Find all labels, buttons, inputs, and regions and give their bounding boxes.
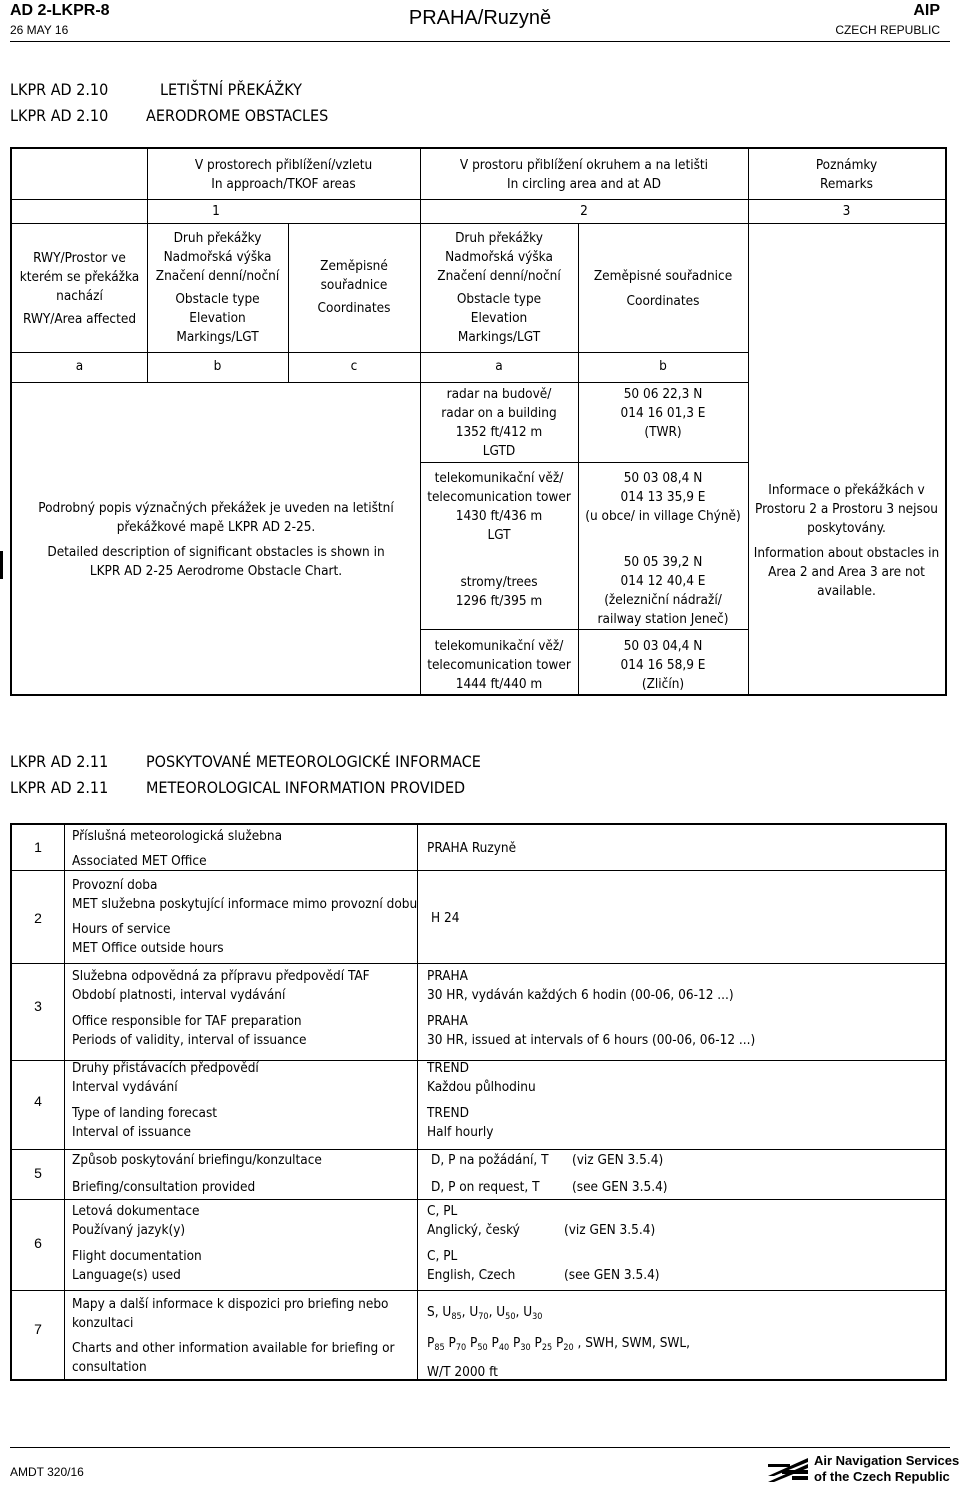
section-heading: AERODROME OBSTACLES: [146, 106, 329, 125]
section-heading: POSKYTOVANÉ METEOROLOGICKÉ INFORMACE: [146, 752, 481, 771]
met-row-label: Služebna odpovědná za přípravu předpovědí TAF Období platnosti, interval vydávání Office responsible for TAF preparation Periods of validity, interval of issuance: [72, 968, 370, 1048]
ans-logo-icon: [768, 1454, 808, 1484]
row-number: 5: [34, 1165, 42, 1181]
section-title-cz: [10, 80, 510, 100]
header-obstacle-type-2: Druh překážky Nadmořská výška Značení denní/noční Obstacle type Elevation Markings/LGT: [437, 230, 561, 345]
chart-wind-temp: W/T 2000 ft: [427, 1364, 498, 1380]
row-divider: [12, 1290, 945, 1291]
section-title-en: [10, 778, 610, 798]
column-letter: b: [659, 358, 667, 374]
column-letter: a: [495, 358, 503, 374]
page-title: PRAHA/Ruzyně: [408, 7, 552, 29]
met-row-label: Mapy a další informace k dispozici pro briefing nebo konzultaci Charts and other information available for briefing or consultation: [72, 1296, 395, 1375]
header-remarks: Poznámky Remarks: [815, 157, 878, 192]
section-ref: LKPR AD 2.10: [10, 80, 109, 99]
row-divider: [12, 1149, 945, 1150]
row-divider: [12, 223, 945, 224]
obstacle-type-cell: stromy/trees 1296 ft/395 m: [455, 574, 543, 609]
obstacle-coord-cell: 50 06 22,3 N 014 16 01,3 E (TWR): [620, 386, 706, 440]
met-row-value: PRAHA 30 HR, vydáván každých 6 hodin (00-06, 06-12 ...) PRAHA 30 HR, issued at intervals of 6 hours (00-06, 06-12 ...): [427, 968, 756, 1048]
column-letter: c: [350, 358, 358, 374]
obstacles-table: [10, 147, 947, 696]
column-number: 2: [580, 203, 588, 219]
row-divider: [12, 963, 945, 964]
met-row-value: D, P na požádání, T D, P on request, T: [431, 1152, 549, 1195]
section-title-en: [10, 106, 510, 126]
chart-levels-s: S, $U_{85}$, $U_{70}$, $U_{50}$, $U_{30}$: [427, 1304, 543, 1322]
met-row-value: TREND Každou půlhodinu TREND Half hourly: [427, 1060, 536, 1140]
footer-divider: [10, 1447, 950, 1448]
obstacle-coord-cell: 50 05 39,2 N 014 12 40,4 E (železniční nádraží/ railway station Jeneč): [597, 554, 729, 627]
column-letter: b: [213, 358, 222, 374]
met-row-label: Druhy přistávacích předpovědí Interval vydávání Type of landing forecast Interval of issuance: [72, 1060, 259, 1140]
obstacle-coord-cell: 50 03 04,4 N 014 16 58,9 E (Zličín): [620, 638, 706, 692]
obstacle-coord-cell: 50 03 08,4 N 014 13 35,9 E (u obce/ in village Chýně): [585, 470, 741, 524]
header-approach: V prostorech přiblížení/vzletu In approach/TKOF areas: [194, 157, 373, 192]
row-divider: [12, 199, 945, 200]
header-divider: [10, 41, 950, 42]
document-id: AD 2-LKPR-8: [10, 2, 110, 19]
document-date: 26 MAY 16: [10, 23, 69, 37]
obstacle-type-cell: radar na budově/ radar on a building 1352 ft/412 m LGTD: [441, 386, 557, 459]
met-row-label: Provozní doba MET služebna poskytující informace mimo provozní dobu Hours of service MET Office outside hours: [72, 877, 418, 956]
col-divider: [748, 149, 749, 694]
row-number: 1: [34, 839, 42, 855]
country-label: CZECH REPUBLIC: [835, 23, 940, 37]
row-divider: [420, 629, 748, 630]
row-divider: [12, 352, 748, 353]
organization-name: Air Navigation Services of the Czech Republic: [814, 1453, 960, 1484]
met-row-value: H 24: [431, 910, 460, 926]
aip-label: AIP: [913, 2, 940, 19]
met-row-value: C, PL Anglický, český C, PL English, Czech: [427, 1203, 520, 1283]
met-row-value-charts: [427, 1303, 690, 1382]
met-row-reference: (viz GEN 3.5.4) (see GEN 3.5.4): [572, 1152, 668, 1195]
met-row-label: Příslušná meteorologická služebna Associated MET Office: [72, 828, 283, 869]
section-title-cz: [10, 752, 610, 772]
header-coordinates: Zeměpisné souřadnice Coordinates: [317, 258, 391, 316]
row-number: 6: [34, 1235, 42, 1251]
met-row-reference: (viz GEN 3.5.4) (see GEN 3.5.4): [564, 1222, 660, 1283]
row-divider: [420, 462, 748, 463]
header-rwy-area: RWY/Prostor ve kterém se překážka nachází RWY/Area affected: [19, 250, 140, 327]
section-ref: LKPR AD 2.11: [10, 752, 109, 771]
header-circling: V prostoru přiblížení okruhem a na letišti In circling area and at AD: [459, 157, 709, 192]
column-letter: a: [75, 358, 84, 374]
met-info-table: [10, 823, 947, 1381]
met-row-value: PRAHA Ruzyně: [427, 840, 517, 856]
section-heading: METEOROLOGICAL INFORMATION PROVIDED: [146, 778, 466, 797]
section-heading: LETIŠTNÍ PŘEKÁŽKY: [160, 80, 302, 99]
row-number: 2: [34, 910, 42, 926]
section-ref: LKPR AD 2.11: [10, 778, 109, 797]
met-row-label: Letová dokumentace Používaný jazyk(y) Flight documentation Language(s) used: [72, 1203, 202, 1283]
change-bar: [0, 551, 3, 579]
amendment-number: AMDT 320/16: [10, 1465, 84, 1479]
obstacle-type-cell: telekomunikační věž/ telecomunication tower 1430 ft/436 m LGT: [427, 470, 571, 543]
row-divider: [12, 382, 748, 383]
header-coordinates-2: Zeměpisné souřadnice Coordinates: [593, 268, 733, 309]
section-ref: LKPR AD 2.10: [10, 106, 109, 125]
row-number: 7: [34, 1321, 42, 1337]
row-number: 3: [34, 998, 42, 1014]
remarks-cell: Informace o překážkách v Prostoru 2 a Prostoru 3 nejsou poskytovány. Information about obstacles in Area 2 and Area 3 are not available.: [753, 482, 940, 599]
col-divider: [64, 825, 65, 1379]
column-number: 3: [842, 203, 851, 219]
obstacle-type-cell: telekomunikační věž/ telecomunication tower 1444 ft/440 m: [427, 638, 571, 692]
approach-note: Podrobný popis význačných překážek je uveden na letištní překážkové mapě LKPR AD 2-25. Detailed description of significant obstacles is shown in LKPR AD 2-25 Aerodrome Obstacle Chart.: [38, 500, 394, 579]
row-number: 4: [34, 1093, 42, 1109]
row-divider: [12, 1199, 945, 1200]
column-number: 1: [212, 203, 220, 219]
chart-levels-p: $P_{85}$ $P_{70}$ $P_{50}$ $P_{40}$ $P_{30}$ $P_{25}$ $P_{20}$ , SWH, SWM, SWL,: [427, 1335, 691, 1353]
met-row-label: Způsob poskytování briefingu/konzultace Briefing/consultation provided: [72, 1152, 322, 1195]
header-obstacle-type: Druh překážky Nadmořská výška Značení denní/noční Obstacle type Elevation Markings/LGT: [155, 230, 280, 345]
